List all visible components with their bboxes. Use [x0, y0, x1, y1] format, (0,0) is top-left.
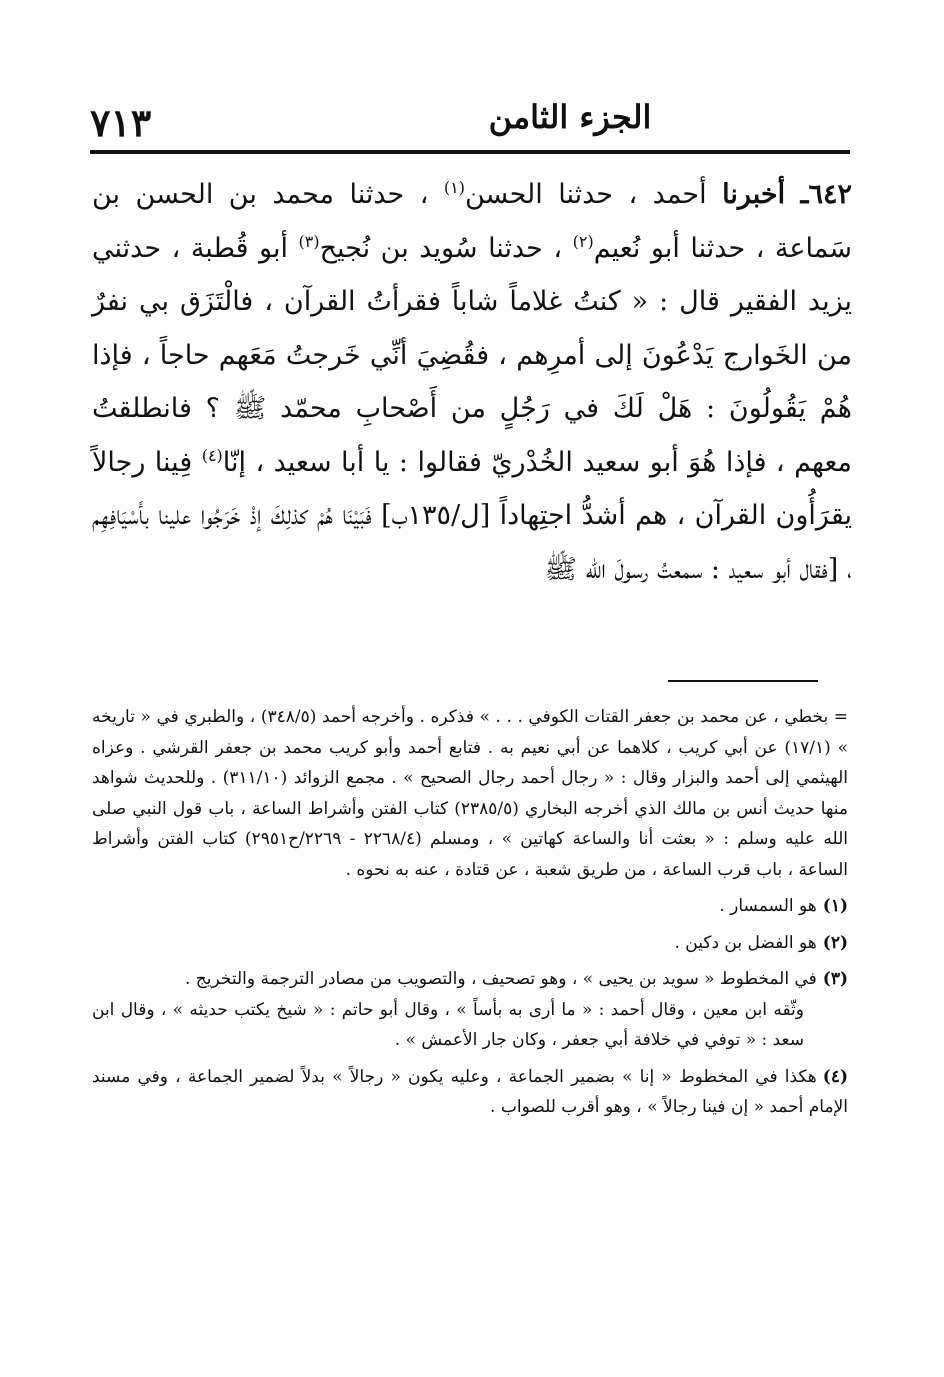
footnote-number: (١): [822, 896, 848, 916]
text-segment-1: أحمد ، حدثنا الحسن: [464, 179, 723, 210]
footnote-continuation: = بخطي ، عن محمد بن جعفر القتات الكوفي . . . » فذكره . وأخرجه أحمد (٣٤٨/٥) ، والطبري في « تاريخه » (١٧/١) عن أبي كريب ، كلاهما عن أبي نعيم به . فتابع أحمد وأبو كريب محمد بن جعفر القرشي . وعزاه الهيثمي إلى أحمد والبزار وقال : « رجال أحمد رجال الصحيح » . مجمع الزوائد (٣١١/١٠) . وللحديث شواهد منها حديث أنس بن مالك الذي أخرجه البخاري (٢٣٨٥/٥) كتاب الفتن وأشراط الساعة ، باب قول النبي صلى الله عليه وسلم : « بعثت أنا والساعة كهاتين » ، ومسلم (٢٢٦٨/٤ - ٢٢٦٩/ح٢٩٥١) كتاب الفتن وأشراط الساعة ، باب قرب الساعة ، من طريق شعبة ، عن قتادة ، عنه به نحوه .: [92, 707, 848, 880]
footnote-ref-3: (٣): [298, 231, 320, 251]
footnote-ref-1: (١): [443, 178, 465, 197]
footnote-4: [92, 1062, 848, 1123]
text-segment-3: ، حدثنا سُويد بن نُجيح: [319, 232, 573, 264]
footnote-3-continued: وثّقه ابن معين ، وقال أحمد : « ما أرى به بأساً » ، وقال أبو حاتم : « شيخ يكتب حديثه » ، وقال ابن سعد : « توفي في خلافة أبي جعفر ، وكان جار الأعمش » .: [92, 999, 804, 1050]
footnote-text: هكذا في المخطوط « إنا » بضمير الجماعة ، وعليه يكون « رجالاً » بدلاً لضمير الجماعة ، وفي مسند الإمام أحمد « إن فينا رجالاً » ، وهو أقرب للصواب .: [92, 1066, 848, 1117]
footnote-text: هو الفضل بن دكين .: [674, 932, 817, 953]
page-header: [90, 92, 850, 150]
footnote-3: [92, 964, 848, 995]
footnote-text: هو السمسار .: [719, 896, 817, 916]
hadith-number: ٦٤٢ـ: [800, 179, 852, 210]
footnote-1: [92, 891, 848, 922]
hadith-lead-word: أخبرنا: [722, 179, 786, 210]
text-segment-5: فِينا رجالاً يقرَأُون القرآن ، هم أشدُّ اجتِهاداً [ل/١٣٥ب] فَبَيْنَا هُمْ كذلِكَ إذْ خَرَجُوا علينا بأَسْيَافِهِم ، [فقال أبو سعيد : سمعتُ رسولَ الله ﷺ: [92, 446, 852, 585]
running-title: الجزء الثامن: [488, 98, 652, 136]
footnote-number: (٢): [822, 932, 848, 953]
footnotes: [92, 702, 848, 1123]
hadith-paragraph: [92, 168, 852, 596]
footnote-number: (٤): [822, 1066, 848, 1087]
footnote-ref-2: (٢): [572, 231, 594, 251]
header-rule: [90, 150, 850, 154]
footnote-separator: [668, 680, 818, 682]
footnote-ref-4: (٤): [201, 445, 223, 465]
text-segment-4: أبو قُطبة ، حدثني يزيد الفقير قال : « كنتُ غلاماً شاباً فقرأتُ القرآن ، فالْتَزَق بي نفرٌ من الخَوارج يَدْعُونَ إلى أمرِهم ، فقُضِيَ أنِّي خَرجتُ مَعَهم حاجاً ، فإذا هُمْ يَقُولُونَ : هَلْ لَكَ في رَجُلٍ من أَصْحابِ محمّد ﷺ ؟ فانطلقتُ معهم ، فإذا هُوَ أبو سعيد الخُدْريّ فقالوا : يا أبا سعيد ، إنّا: [92, 232, 852, 478]
footnote-number: (٣): [822, 969, 848, 989]
page-number: ٧١٣: [90, 100, 152, 145]
hadith-text: [92, 168, 852, 596]
footnote-text: في المخطوط « سويد بن يحيى » ، وهو تصحيف ، والتصويب من مصادر الترجمة والتخريج .: [184, 969, 817, 989]
footnote-2: [92, 928, 848, 959]
text-segment-2: ، حدثنا محمد بن الحسن بن سَماعة ، حدثنا أبو نُعيم: [92, 179, 852, 264]
